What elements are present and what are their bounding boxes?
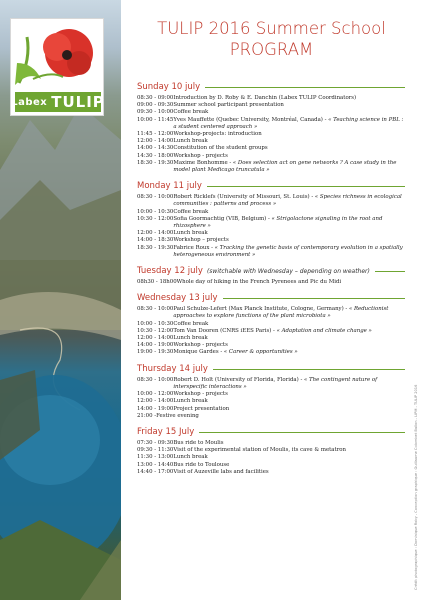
page-title [125,18,418,60]
schedule-item [137,230,405,237]
day-divider [199,432,405,433]
schedule-time: 18:30 - 19:30 [137,244,174,251]
schedule-item [137,406,405,413]
schedule-description [173,398,405,405]
schedule-time: 12:00 - 14:00 [137,398,174,405]
schedule-description [177,279,405,286]
schedule-time: 10:00 - 10:30 [137,208,174,215]
schedule-text: Visit of Auzeville labs and facilities [173,468,269,475]
schedule-time: 21:00 - [137,412,157,419]
schedule-text: Lunch break [173,335,208,342]
schedule-text: Workshop - projects [173,342,228,349]
schedule-description [173,440,405,447]
talk-title: « Reductionist approaches to explore functions of the plant microbiota » [173,306,389,320]
schedule-text: Tom Van Dooren (CNRS iEES Paris) - [173,327,277,334]
schedule-item [137,454,405,461]
talk-title: « Teaching science in PBL : a student centered approach » [173,116,404,130]
schedule-time: 13:00 - 14:40 [137,461,174,468]
schedule-text: Coffee break [173,208,209,215]
schedule-text: Whole day of hiking in the French Pyrenees and Pic du Midi [176,279,342,286]
day-heading-text: Sunday 10 july [137,82,201,92]
day-heading [137,364,405,375]
day-divider [223,298,405,299]
schedule-description [173,391,405,398]
title-line-1: TULIP 2016 Summer School [157,19,386,38]
schedule-text: Workshop-projects: introduction [173,131,262,138]
schedule-time: 14:40 - 17:00 [137,468,174,475]
schedule-text: Robert D. Holt (University of Florida, Florida) - [173,376,304,383]
schedule-description [173,230,405,237]
schedule-item [137,447,405,454]
schedule-time: 14:30 - 18:00 [137,152,174,159]
talk-title: « Tracking the genetic basis of contemporary evolution in a spatially heterogeneous environment » [173,244,403,258]
schedule-description [173,335,405,342]
schedule-time: 08:30 - 10:00 [137,194,174,201]
schedule-description [173,194,405,208]
schedule-description [173,209,405,216]
schedule-time: 08:30 - 09:00 [137,95,174,101]
schedule-item [137,335,405,342]
schedule-time: 10:00 - 11:45 [137,116,174,123]
schedule-text: Robert Ricklefs (University of Missouri, St. Louis) - [173,194,315,201]
day-heading [137,293,405,304]
day-heading [137,82,405,93]
day-note: (switchable with Wednesday – depending on weather) [206,268,370,276]
schedule-text: Introduction by D. Roby & E. Danchin (Labex TULIP Coordinators) [173,95,357,101]
talk-title: « Career & opportunities » [223,349,298,356]
day-heading-text: Tuesday 12 july [137,266,203,277]
schedule-item [137,398,405,405]
schedule-time: 11:30 - 13:00 [137,454,174,461]
schedule-description [173,377,405,391]
schedule-item [137,194,405,208]
schedule-item [137,440,405,447]
day-divider [213,369,405,370]
day-heading [137,427,405,438]
schedule-text: Lunch break [173,138,208,145]
schedule-text: Lunch break [173,230,208,237]
schedule-text: Paul Schulze-Lefert (Max Planck Institute, Cologne, Germany) - [173,306,349,313]
tulip-flower-icon [11,19,105,93]
schedule-text: Monique Gardes - [173,349,224,356]
schedule-description [173,462,405,469]
schedule-description [173,102,405,109]
schedule-text: Yves Mauffette (Quebec University, Montréal, Canada) - [173,116,329,123]
photo-credit: Crédit photographique : Dominique Roby - Conception graphique : Guillaume Colombet Ballon - LIPM - TULIP 2016 [414,384,418,590]
schedule-item [137,462,405,469]
talk-title: « Strigolactone signaling in the root and rhizosphere » [173,215,383,230]
schedule-time: 14:00 - 18:30 [137,237,174,244]
day-section [137,82,405,174]
schedule-item [137,117,405,131]
schedule-description [173,306,405,320]
schedule-text: Festive evening [156,412,199,419]
schedule-item [137,95,405,102]
schedule-time: 12:00 - 14:00 [137,138,174,145]
schedule-description [173,342,405,349]
logo-labex-text: Labex [11,96,48,108]
schedule-item [137,102,405,109]
talk-title: « Adaptation and climate change » [276,327,372,334]
schedule-item [137,306,405,320]
schedule-time: 09:00 - 09:30 [137,102,174,109]
day-heading [137,266,405,277]
talk-title: « Does selection act on gene networks ? A case study in the model plant Medicago truncatula » [173,159,397,174]
schedule-item [137,245,405,259]
schedule-item [137,109,405,116]
schedule-item [137,237,405,244]
day-heading-text: Friday 15 July [137,426,195,437]
talk-title: « Species richness in ecological communities : patterns and process » [173,194,402,208]
schedule-time: 14:00 - 19:00 [137,405,174,412]
schedule-text: Bus ride to Toulouse [173,461,230,468]
schedule-text: Coffee break [173,320,209,327]
schedule-time: 08:30 - 10:00 [137,306,174,313]
schedule-description [173,349,405,356]
schedule-item [137,131,405,138]
schedule-item [137,321,405,328]
schedule-text: Workshop – projects [173,237,229,244]
schedule-item [137,391,405,398]
schedule-time: 19:00 - 19:30 [137,349,174,356]
schedule-description [173,95,405,102]
schedule-item [137,216,405,230]
schedule-text: Summer school participant presentation [173,102,284,109]
schedule-text: Project presentation [173,405,230,412]
schedule-text: Coffee break [173,109,209,116]
schedule-time: 14:00 - 19:00 [137,342,174,349]
day-heading-text: Monday 11 july [137,181,202,192]
schedule-text: Sofia Goormachtig (VIB, Belgium) - [173,215,272,222]
schedule-item [137,145,405,152]
schedule-description [173,237,405,244]
schedule-text: Fabrice Roux - [173,244,215,251]
schedule-description [173,160,405,174]
schedule-description [173,131,405,138]
schedule-description [173,216,405,230]
schedule-text: Workshop - projects [173,152,228,159]
schedule-time: 10:00 - 10:30 [137,320,174,327]
schedule-description [173,117,405,131]
schedule-time: 14:00 - 14:30 [137,145,174,152]
schedule-description [173,109,405,116]
schedule-item [137,138,405,145]
labex-tulip-logo [10,18,104,116]
schedule-description [173,245,405,259]
schedule-time: 18:30 - 19:30 [137,159,174,166]
day-divider [375,271,405,272]
schedule-text: Bus ride to Moulis [173,439,224,446]
day-divider [205,87,405,88]
schedule-item [137,413,405,420]
schedule-item [137,153,405,160]
schedule-time: 11:45 - 12:00 [137,131,174,138]
schedule-description [173,454,405,461]
schedule-text: Lunch break [173,454,208,461]
schedule-time: 08:30 - 10:00 [137,376,174,383]
schedule-description [173,406,405,413]
schedule-item [137,342,405,349]
schedule-time: 12:00 - 14:00 [137,335,174,342]
logo-tulip-text: TULIP [51,93,105,111]
schedule-item [137,349,405,356]
schedule-time: 10:30 - 12:00 [137,327,174,334]
schedule-description [156,413,405,420]
schedule-time: 10:30 - 12:00 [137,215,174,222]
schedule-item [137,328,405,335]
day-section [137,427,405,476]
schedule-description [173,447,405,454]
schedule-time: 09:30 - 11:30 [137,447,174,454]
schedule-text: Maxime Bonhomme - [173,159,233,166]
day-heading [137,181,405,192]
schedule-time: 09:30 - 10:00 [137,109,174,116]
day-heading-text: Thursday 14 july [137,363,208,374]
logo-banner [11,92,105,112]
day-divider [207,186,405,187]
mountain-lake-photo [0,0,121,600]
schedule-item [137,209,405,216]
title-line-2: PROGRAM [229,40,314,59]
day-section [137,364,405,420]
schedule-description [173,328,405,335]
schedule-description [173,145,405,152]
day-section [137,293,405,356]
day-heading-text: Wednesday 13 july [137,293,218,304]
schedule-item [137,469,405,476]
schedule-text: Visit of the experimental station of Moulis, its cave & metatron [173,447,346,454]
schedule-text: Workshop - projects [173,391,228,398]
schedule-item [137,279,405,286]
schedule-text: Constitution of the student groups [173,145,268,152]
day-section [137,181,405,259]
schedule-item [137,377,405,391]
schedule-time: 08h30 - 18h00 [137,279,177,286]
talk-title: « The contingent nature of interspecific interactions » [173,376,378,390]
schedule-description [173,469,405,476]
schedule-description [173,321,405,328]
schedule-time: 12:00 - 14:00 [137,230,174,237]
day-section [137,266,405,286]
schedule-time: 10:00 - 12:00 [137,391,174,398]
program-schedule [137,82,405,483]
schedule-item [137,160,405,174]
schedule-text: Lunch break [173,398,208,405]
schedule-time: 07:30 - 09:30 [137,439,174,446]
schedule-description [173,138,405,145]
schedule-description [173,153,405,160]
